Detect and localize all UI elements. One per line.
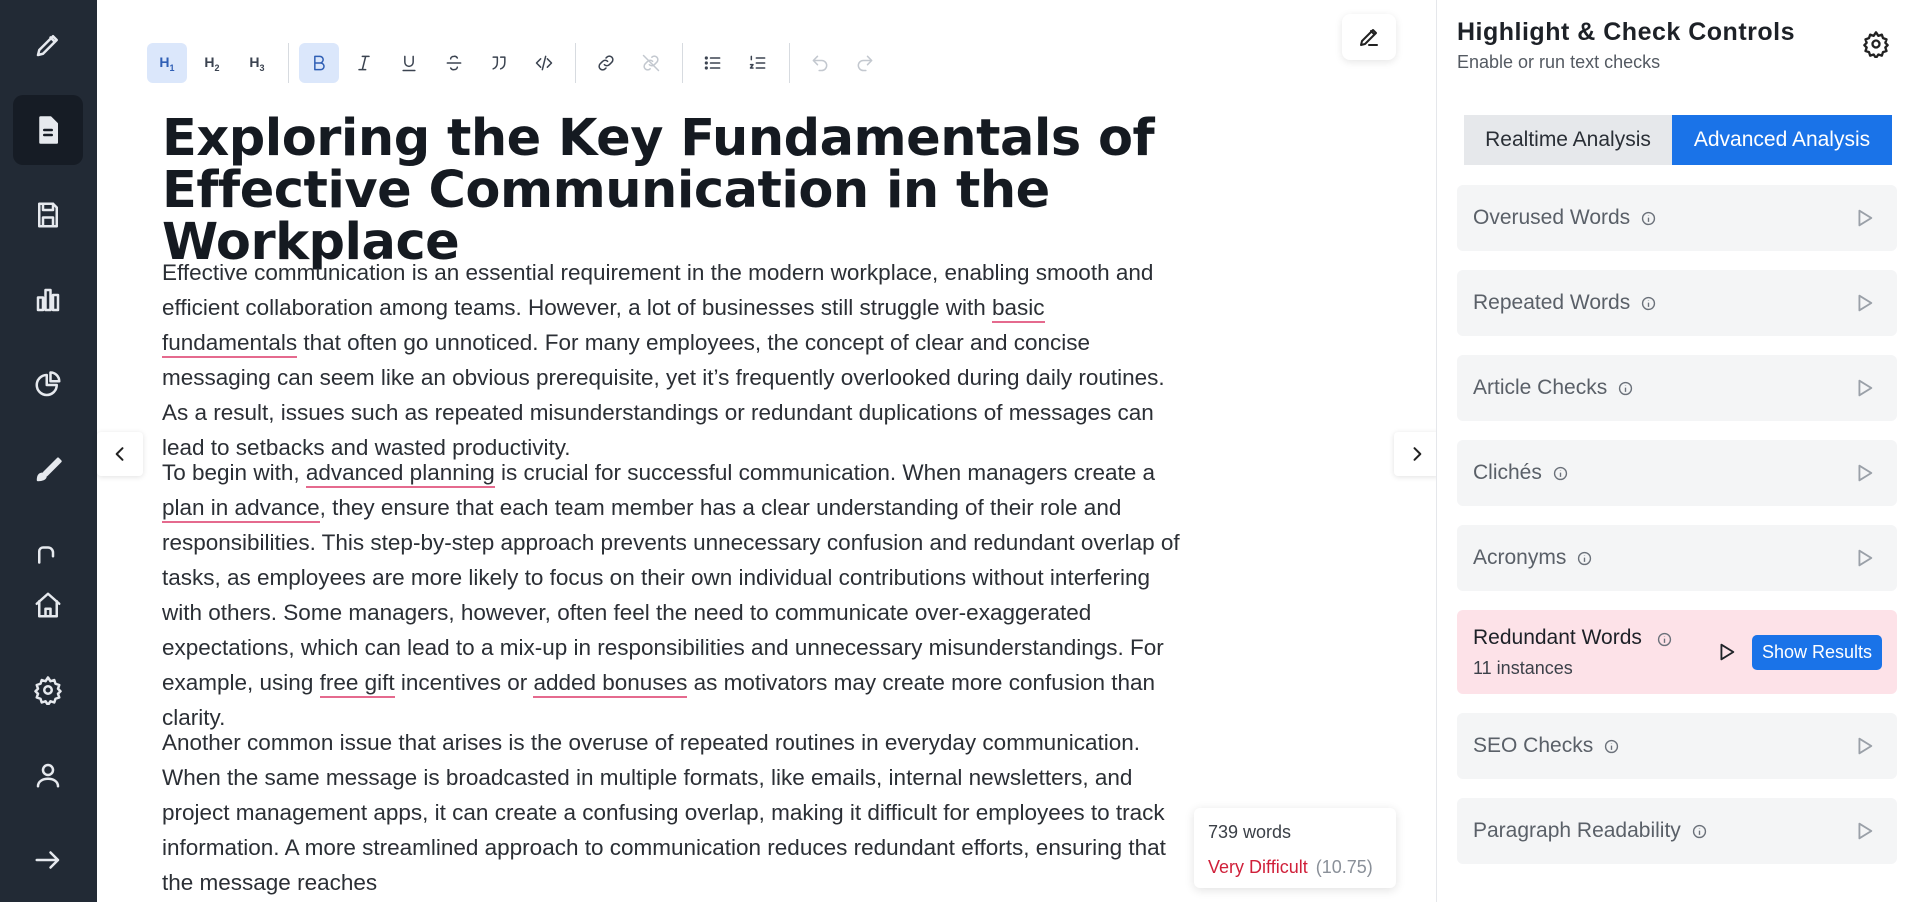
- info-icon[interactable]: [1576, 550, 1593, 567]
- panel-title: Highlight & Check Controls: [1457, 18, 1795, 46]
- paragraph-text: Another common issue that arises is the overuse of repeated routines in everyday communication. When the same message is broadcasted in multiple formats, like emails, internal newsletters, and project management apps, it can create a confusing overlap, making it difficult for employees to track information. A more streamlined approach to communication reduces redundant efforts, ensuring that the message reaches: [162, 730, 1166, 895]
- play-icon[interactable]: [1715, 641, 1737, 663]
- info-icon[interactable]: [1617, 380, 1634, 397]
- heading-1-sub: 1: [169, 62, 175, 73]
- quote-icon: [489, 53, 509, 73]
- check-redundant-words[interactable]: [1457, 610, 1897, 694]
- readability-level: Very Difficult: [1208, 857, 1308, 877]
- numbered-list-button[interactable]: [738, 43, 778, 83]
- check-label: Acronyms: [1473, 546, 1567, 569]
- check-label: Clichés: [1473, 461, 1542, 484]
- play-icon[interactable]: [1853, 377, 1875, 399]
- strikethrough-button[interactable]: [434, 43, 474, 83]
- highlighted-phrase[interactable]: basic fundamentals: [162, 295, 1045, 358]
- undo-button[interactable]: [800, 43, 840, 83]
- heading-3-label: H: [249, 53, 260, 70]
- checks-list: [1457, 185, 1897, 883]
- italic-button[interactable]: [344, 43, 384, 83]
- check-controls-panel: [1436, 0, 1914, 902]
- check-acronyms[interactable]: [1457, 525, 1897, 591]
- check-paragraph-readability[interactable]: [1457, 798, 1897, 864]
- toolbar-divider: [575, 43, 576, 83]
- underline-button[interactable]: [389, 43, 429, 83]
- toolbar-divider: [288, 43, 289, 83]
- info-icon[interactable]: [1640, 295, 1657, 312]
- redo-button[interactable]: [845, 43, 885, 83]
- paragraph-2[interactable]: [162, 455, 1182, 735]
- paragraph-text: that often go unnoticed. For many employees, the concept of clear and concise messaging can seem like an obvious prerequisite, yet it’s frequently overlooked during daily routines. As a result, issues such as repeated misunderstandings or redundant duplications of messages can lead to setbacks and wasted productivity.: [162, 330, 1165, 460]
- info-icon[interactable]: [1656, 631, 1673, 648]
- highlighted-phrase[interactable]: advanced planning: [306, 460, 495, 488]
- paragraph-text: Effective communication is an essential requirement in the modern workplace, enabling smooth and efficient collaboration among teams. However, a lot of businesses still struggle with: [162, 260, 1154, 320]
- play-icon[interactable]: [1853, 462, 1875, 484]
- bullet-list-button[interactable]: [693, 43, 733, 83]
- check-label: Redundant Words: [1473, 625, 1642, 649]
- heading-1-button[interactable]: [147, 43, 187, 83]
- info-icon[interactable]: [1603, 738, 1620, 755]
- paragraph-text: as motivators may create more confusion than clarity.: [162, 670, 1156, 730]
- check-cliches[interactable]: [1457, 440, 1897, 506]
- chevron-right-icon: [1407, 444, 1427, 464]
- tab-realtime-analysis[interactable]: Realtime Analysis: [1464, 115, 1672, 165]
- strikethrough-icon: [444, 53, 464, 73]
- bullet-list-icon: [703, 53, 723, 73]
- save-icon[interactable]: [13, 180, 83, 250]
- check-label: Paragraph Readability: [1473, 819, 1681, 842]
- format-toolbar: [147, 42, 890, 84]
- quote-button[interactable]: [479, 43, 519, 83]
- pie-chart-icon[interactable]: [13, 350, 83, 420]
- toolbar-divider: [682, 43, 683, 83]
- unlink-button[interactable]: [631, 43, 671, 83]
- heading-2-label: H: [204, 53, 215, 70]
- document-icon[interactable]: [13, 95, 83, 165]
- check-label: SEO Checks: [1473, 734, 1594, 757]
- pen-icon: [1357, 25, 1381, 49]
- redundant-title-row: [1473, 626, 1673, 650]
- edit-pen-button[interactable]: [1342, 14, 1396, 60]
- show-results-button[interactable]: Show Results: [1752, 635, 1882, 670]
- play-icon[interactable]: [1853, 547, 1875, 569]
- check-label: Article Checks: [1473, 376, 1608, 399]
- chevron-left-icon: [110, 444, 130, 464]
- brush-icon[interactable]: [13, 435, 83, 505]
- bold-icon: [309, 53, 329, 73]
- check-seo-checks[interactable]: [1457, 713, 1897, 779]
- tab-advanced-analysis[interactable]: Advanced Analysis: [1672, 115, 1892, 165]
- paragraph-text: , they ensure that each team member has a clear understanding of their role and responsibilities. This step-by-step approach prevents unnecessary confusion and redundant overlap of tasks, as employees are more likely to focus on their own individual contributions without interfering with others. Some managers, however, often feel the need to communicate over-exaggerated expectations, which can lead to a mix-up in responsibilities and unnecessary misunderstandings. For example, using: [162, 495, 1180, 695]
- play-icon[interactable]: [1853, 820, 1875, 842]
- left-sidebar: [0, 0, 97, 902]
- italic-icon: [354, 53, 374, 73]
- check-overused-words[interactable]: [1457, 185, 1897, 251]
- play-icon[interactable]: [1853, 207, 1875, 229]
- heading-3-button[interactable]: [237, 43, 277, 83]
- document-title[interactable]: Exploring the Key Fundamentals of Effective Communication in the Workplace: [162, 109, 1155, 272]
- heading-2-sub: 2: [214, 62, 220, 73]
- word-count: 739 words: [1208, 822, 1292, 842]
- highlighted-phrase[interactable]: free gift: [320, 670, 395, 698]
- arrow-right-icon[interactable]: [13, 825, 83, 895]
- settings-gear-icon[interactable]: [1862, 30, 1894, 62]
- paragraph-text: To begin with,: [162, 460, 306, 485]
- editor: [97, 0, 1436, 902]
- analysis-tabs: [1464, 115, 1892, 165]
- toolbar-divider: [789, 43, 790, 83]
- redo-icon: [855, 53, 875, 73]
- highlighted-phrase[interactable]: plan in advance: [162, 495, 320, 523]
- instance-count: 11 instances: [1473, 657, 1573, 678]
- unlink-icon: [641, 53, 661, 73]
- readability-score: (10.75): [1315, 857, 1373, 877]
- panel-subtitle: Enable or run text checks: [1457, 52, 1661, 72]
- user-icon[interactable]: [13, 740, 83, 810]
- link-button[interactable]: [586, 43, 626, 83]
- numbered-list-icon: [748, 53, 768, 73]
- code-icon: [534, 53, 554, 73]
- paragraph-1[interactable]: [162, 255, 1182, 465]
- heading-3-sub: 3: [259, 62, 265, 73]
- info-icon[interactable]: [1640, 210, 1657, 227]
- play-icon[interactable]: [1853, 735, 1875, 757]
- home-icon[interactable]: [13, 570, 83, 640]
- paragraph-text: is crucial for successful communication. When managers create a: [494, 460, 1156, 485]
- link-icon: [596, 53, 616, 73]
- undo-icon: [810, 53, 830, 73]
- check-repeated-words[interactable]: [1457, 270, 1897, 336]
- prev-page-button[interactable]: [97, 432, 143, 476]
- code-button[interactable]: [524, 43, 564, 83]
- underline-icon: [399, 53, 419, 73]
- check-article-checks[interactable]: [1457, 355, 1897, 421]
- next-page-button[interactable]: [1394, 432, 1440, 476]
- paragraph-text: incentives or: [394, 670, 534, 695]
- pencil-icon[interactable]: [13, 10, 83, 80]
- highlighted-phrase[interactable]: added bonuses: [533, 670, 687, 698]
- info-icon[interactable]: [1552, 465, 1569, 482]
- bold-button[interactable]: [299, 43, 339, 83]
- gear-icon[interactable]: [13, 655, 83, 725]
- paragraph-3[interactable]: [162, 725, 1182, 900]
- document-stats: [1194, 808, 1396, 888]
- check-label: Repeated Words: [1473, 291, 1631, 314]
- check-label: Overused Words: [1473, 206, 1631, 229]
- info-icon[interactable]: [1691, 823, 1708, 840]
- heading-2-button[interactable]: [192, 43, 232, 83]
- heading-1-label: H: [159, 53, 170, 70]
- play-icon[interactable]: [1853, 292, 1875, 314]
- bar-chart-icon[interactable]: [13, 265, 83, 335]
- readability-line: [1208, 857, 1382, 878]
